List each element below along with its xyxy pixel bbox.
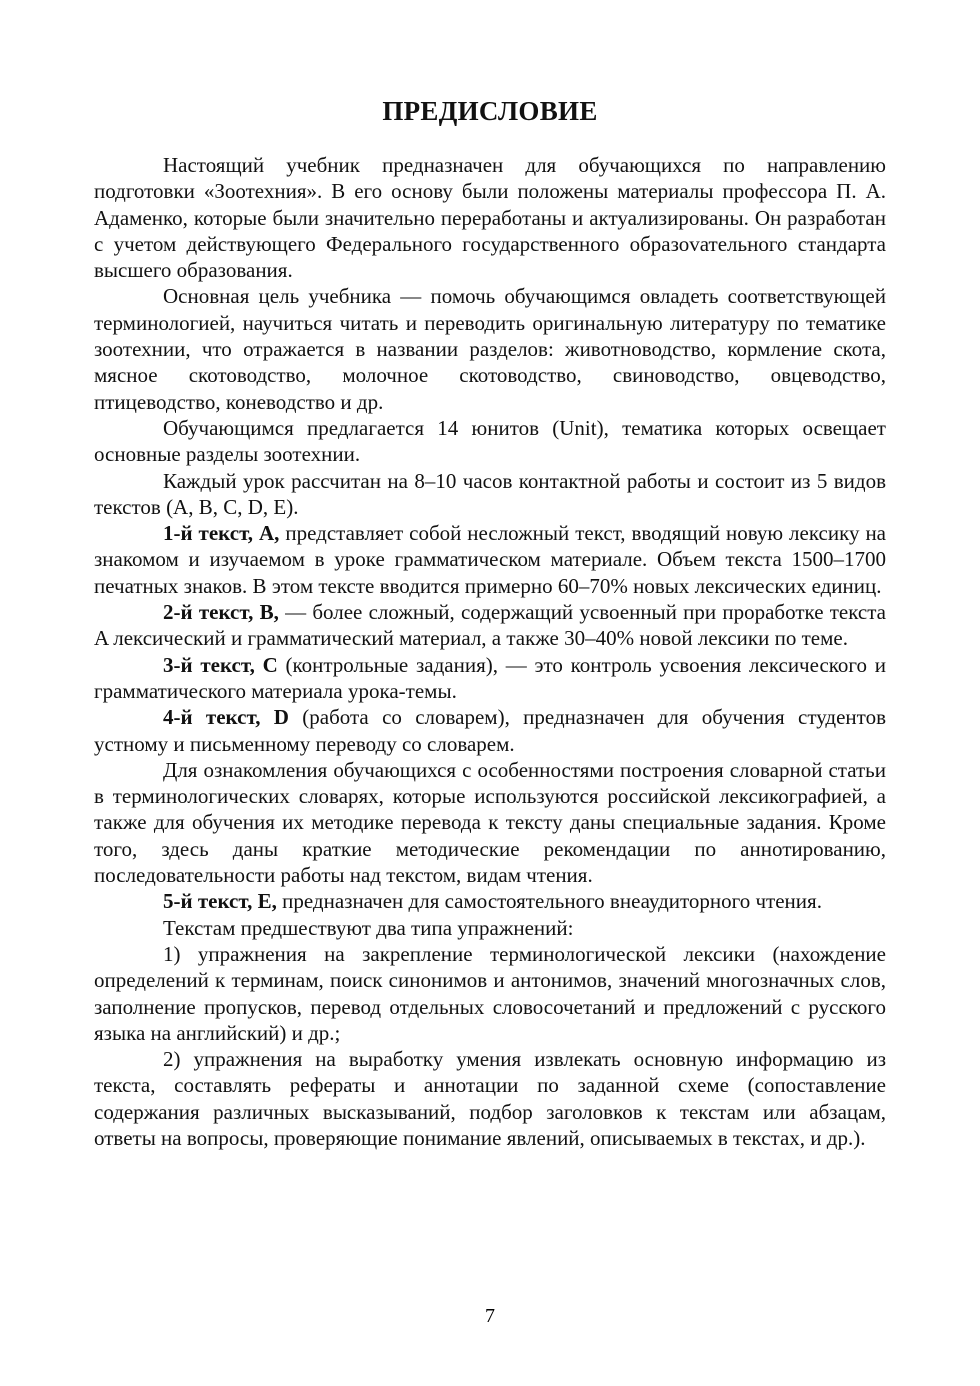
paragraph-exercise-1: 1) упражнения на закрепление терминологической лексики (нахождение определений к терминам, поиск синонимов и антонимов, значений многозначных слов, заполнение пропусков, перевод отдельных словосочетаний и предложений с русского языка на английский) и др.; [94, 941, 886, 1045]
paragraph-4: Каждый урок рассчитан на 8–10 часов контактной работы и состоит из 5 видов текстов (A, B, C, D, E). [94, 468, 886, 519]
paragraph-dictionary: Для ознакомления обучающихся с особенностями построения словарной статьи в терминологических словарях, которые используются российской лексикографией, а также для обучения их методике перевода к тексту даны специальные задания. Кроме того, здесь даны краткие методические рекомендации по аннотированию, последовательности работы над текстом, видам чтения. [94, 757, 886, 888]
paragraph-text-b: 2-й текст, B, — более сложный, содержащий усвоенный при проработке текста A лексический и грамматический материал, а также 30–40% новой лексики по теме. [94, 600, 887, 651]
document-page [94, 95, 886, 1151]
text-c-heading: 3-й текст, C [163, 652, 278, 677]
paragraph-exercises-intro: Текстам предшествуют два типа упражнений: [163, 915, 574, 940]
paragraph-text-c: 3-й текст, C (контрольные задания), — это контроль усвоения лексического и грамматического материала урока-темы. [94, 652, 886, 703]
text-a-heading: 1-й текст, A, [163, 521, 280, 546]
paragraph-text-a: 1-й текст, A, представляет собой несложный текст, вводящий новую лексику на знакомом и изучаемом в уроке грамматическом материале. Объем текста 1500–1700 печатных знаков. В этом тексте вводится примерно 60–70% новых лексических единиц. [94, 521, 886, 598]
page-number: 7 [485, 1305, 495, 1327]
paragraph-text-e: 5-й текст, E, предназначен для самостоятельного внеаудиторного чтения. [163, 889, 822, 914]
text-d-heading: 4-й текст, D [163, 705, 289, 730]
paragraph-exercise-2: 2) упражнения на выработку умения извлекать основную информацию из текста, составлять рефераты и аннотации по заданной схеме (сопоставление содержания различных высказываний, подбор заголовков к текстам или абзацам, ответы на вопросы, проверяющие понимание явлений, описываемых в текстах, и др.). [94, 1047, 886, 1150]
page-title: ПРЕДИСЛОВИЕ [382, 96, 598, 126]
text-b-heading: 2-й текст, B, [163, 600, 279, 625]
paragraph-text-d: 4-й текст, D (работа со словарем), предназначен для обучения студентов устному и письменному переводу со словарем. [94, 705, 886, 756]
paragraph-1: Настоящий учебник предназначен для обучающихся по направлению подготовки «Зоотехния». В его основу были положены материалы профессора П. А. Адаменко, которые были значительно переработаны и актуализированы. Он разработан с учетом действующего Федерального государственного образоvательного стандарта высшего образования. [94, 153, 886, 283]
paragraph-2: Основная цель учебника — помочь обучающимся овладеть соответствующей терминологией, научиться читать и переводить оригинальную литературу по тематике зоотехнии, что отражается в названии разделов: животноводство, кормление скота, мясное скотоводство, молочное скотоводство, свиноводство, овцеводство, птицеводство, коневодство и др. [94, 284, 886, 414]
text-e-heading: 5-й текст, E, [163, 889, 277, 914]
paragraph-3: Обучающимся предлагается 14 юнитов (Unit), тематика которых освещает основные разделы зоотехнии. [94, 415, 886, 467]
